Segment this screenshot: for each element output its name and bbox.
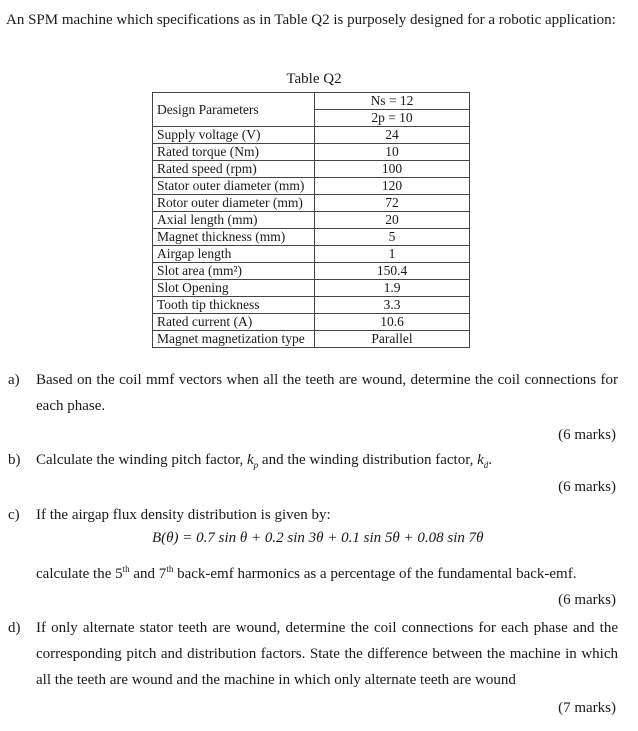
table-row: [153, 229, 470, 246]
header-slots: Ns = 12: [315, 93, 470, 110]
table-row: [153, 280, 470, 297]
header-poles: 2p = 10: [315, 110, 470, 127]
parameter-name: Magnet thickness (mm): [153, 229, 315, 246]
table-title: Table Q2: [286, 71, 342, 87]
followup-sup1: th: [122, 564, 130, 574]
parameter-value: 10.6: [315, 314, 470, 331]
table-row: [153, 195, 470, 212]
question-c-label: c): [8, 507, 20, 523]
question-b-text: [36, 447, 618, 473]
question-a-text: Based on the coil mmf vectors when all the teeth are wound, determine the coil connections for each phase.: [36, 372, 618, 414]
parameter-name: Magnet magnetization type: [153, 331, 315, 348]
parameter-name: Slot area (mm²): [153, 263, 315, 280]
question-c-followup-text: [36, 561, 618, 587]
question-c-text: If the airgap flux density distribution is given by:: [36, 507, 331, 523]
kd-k: k: [477, 452, 484, 468]
followup-part3: back-emf harmonics as a percentage of the fundamental back-emf.: [173, 566, 577, 582]
question-c: [8, 502, 618, 528]
table-row: [153, 144, 470, 161]
parameter-value: 120: [315, 178, 470, 195]
parameter-name: Stator outer diameter (mm): [153, 178, 315, 195]
question-c-marks: (6 marks): [558, 592, 616, 608]
kp-symbol: [247, 452, 258, 468]
parameter-value: 10: [315, 144, 470, 161]
kp-k: k: [247, 452, 254, 468]
table-row: [153, 161, 470, 178]
parameter-value: 72: [315, 195, 470, 212]
parameter-value: 1: [315, 246, 470, 263]
parameter-name: Rated speed (rpm): [153, 161, 315, 178]
table-row: [153, 297, 470, 314]
followup-part1: calculate the 5: [36, 566, 123, 582]
parameters-table: [152, 92, 470, 348]
table-row: [153, 314, 470, 331]
question-d: [8, 615, 618, 693]
table-row: [153, 246, 470, 263]
flux-density-formula: B(θ) = 0.7 sin θ + 0.2 sin 3θ + 0.1 sin 5θ + 0.08 sin 7θ: [152, 530, 484, 546]
question-b-text-part2: and the winding distribution factor,: [258, 452, 478, 468]
parameter-name: Supply voltage (V): [153, 127, 315, 144]
parameter-value: 1.9: [315, 280, 470, 297]
question-b-text-part3: .: [488, 452, 493, 468]
kp-sub: p: [253, 460, 259, 470]
parameter-name: Tooth tip thickness: [153, 297, 315, 314]
header-label: Design Parameters: [153, 93, 315, 127]
parameter-name: Rotor outer diameter (mm): [153, 195, 315, 212]
parameter-value: 5: [315, 229, 470, 246]
question-a: [8, 367, 618, 419]
parameter-value: Parallel: [315, 331, 470, 348]
question-d-text: If only alternate stator teeth are wound, determine the coil connections for each phase and the corresponding pitch and distribution factors. State the difference between the machine in which all the teeth are wound and the machine in which only alternate teeth are wound: [36, 620, 618, 688]
question-c-followup: [8, 561, 618, 587]
parameter-value: 20: [315, 212, 470, 229]
table-row: [153, 331, 470, 348]
table-row: [153, 127, 470, 144]
parameter-name: Slot Opening: [153, 280, 315, 297]
question-d-marks: (7 marks): [558, 700, 616, 716]
parameter-name: Rated torque (Nm): [153, 144, 315, 161]
parameter-value: 100: [315, 161, 470, 178]
question-a-label: a): [8, 372, 20, 388]
parameter-value: 3.3: [315, 297, 470, 314]
question-b-label: b): [8, 452, 21, 468]
parameter-name: Rated current (A): [153, 314, 315, 331]
kd-sub: d: [483, 460, 489, 470]
table-row: [153, 263, 470, 280]
parameter-name: Airgap length: [153, 246, 315, 263]
table-row: [153, 212, 470, 229]
question-b-text-part1: Calculate the winding pitch factor,: [36, 452, 247, 468]
question-a-marks: (6 marks): [558, 427, 616, 443]
parameter-name: Axial length (mm): [153, 212, 315, 229]
parameter-value: 24: [315, 127, 470, 144]
parameter-value: 150.4: [315, 263, 470, 280]
followup-part2: and 7: [129, 566, 167, 582]
question-b-marks: (6 marks): [558, 479, 616, 495]
question-b: [8, 447, 618, 473]
followup-sup2: th: [166, 564, 174, 574]
table-row: [153, 178, 470, 195]
kd-symbol: [477, 452, 488, 468]
question-d-label: d): [8, 620, 21, 636]
intro-paragraph: An SPM machine which specifications as in Table Q2 is purposely designed for a robotic application:: [6, 12, 616, 28]
table-header-row-1: [153, 93, 470, 110]
